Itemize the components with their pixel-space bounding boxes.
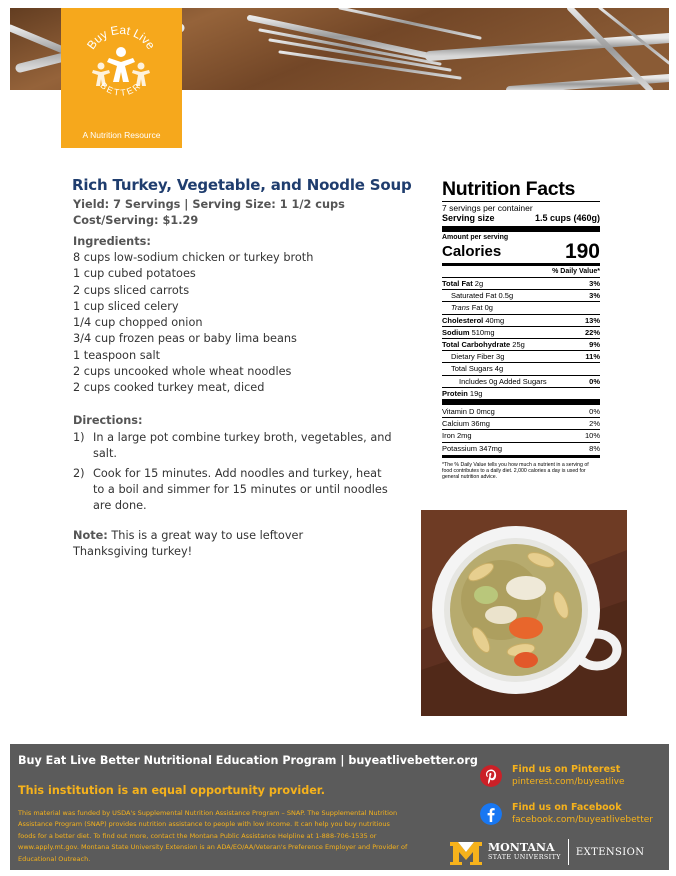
nutrient-amount: 25g	[510, 340, 525, 350]
ingredient-item: 8 cups low-sodium chicken or turkey broth	[73, 251, 314, 264]
vitamin-label: Calcium 36mg	[442, 419, 490, 429]
ingredient-item: 1 cup sliced celery	[73, 299, 179, 313]
nutrient-label: Total Sugars	[451, 364, 493, 374]
serving-size-row	[442, 213, 600, 224]
nutrient-label: Trans	[451, 303, 470, 313]
amount-per-serving: Amount per serving	[442, 234, 509, 241]
nutrient-label: Includes 0g Added Sugars	[459, 376, 547, 386]
ingredient-item: 2 cups uncooked whole wheat noodles	[73, 365, 292, 379]
nutrient-dv: 13%	[584, 315, 600, 325]
nutrient-amount: 2g	[472, 279, 484, 288]
logo-line1: Buy Eat Live	[84, 22, 158, 52]
serving-size-value: 1.5 cups (460g)	[534, 213, 600, 223]
ingredient-item: 1/4 cup chopped onion	[73, 316, 203, 330]
pinterest-url[interactable]: pinterest.com/buyeatlive	[512, 777, 625, 787]
msu-name: MONTANA	[488, 841, 555, 854]
direction-text: Cook for 15 minutes. Add noodles and turkey, heat to a boil and simmer for 15 minutes or until noodles are done.	[93, 466, 388, 513]
direction-number: 2)	[73, 466, 85, 480]
nutrient-amount: 510mg	[469, 327, 495, 337]
ingredient-item: 1 teaspoon salt	[73, 348, 161, 362]
nutrient-row	[442, 375, 600, 387]
nutrient-rows	[442, 277, 600, 399]
nutrient-amount: 0.5g	[496, 291, 514, 301]
nutrient-dv: 22%	[584, 327, 600, 337]
vitamin-dv: 0%	[589, 407, 600, 417]
nutrient-dv: 0%	[589, 376, 600, 386]
logo-figures-icon	[79, 22, 163, 106]
vitamin-row	[442, 442, 600, 454]
vitamin-label: Potassium 347mg	[442, 443, 503, 453]
recipe-title: Rich Turkey, Vegetable, and Noodle Soup	[72, 176, 412, 194]
nutrient-row	[442, 301, 600, 313]
nutrient-row	[442, 387, 600, 399]
nutrient-row	[442, 362, 600, 374]
nutrient-label: Protein	[442, 388, 468, 398]
calories-value: 190	[564, 240, 600, 263]
footer-title: Buy Eat Live Better Nutritional Education Program | buyeatlivebetter.org	[18, 754, 478, 767]
funding-disclaimer: This material was funded by USDA's Supplemental Nutrition Assistance Program – SNAP. The Supplemental Nutrition Assistance Program (SNAP) provides nutrition assistance to people with low income. It can help you buy nutritious foods for a better diet. To find out more, contact the Montana Public Assistance Helpline at 1-888-706-1535 or www.apply.mt.gov. Montana State University Extension is an ADA/EO/AA/Veteran's Preference Employer and Provider of Educational Outreach.	[18, 809, 408, 863]
nutrition-title: Nutrition Facts	[442, 178, 576, 200]
nutrient-amount: 19g	[467, 388, 483, 398]
directions-heading: Directions:	[73, 414, 143, 427]
msu-sub: STATE UNIVERSITY	[488, 853, 561, 861]
logo-tagline: A Nutrition Resource	[82, 130, 161, 140]
msu-extension-logo	[448, 838, 644, 866]
nutrition-footnote: *The % Daily Value tells you how much a nutrient in a serving of food contributes to a daily diet. 2,000 calories a day is used for general nutrition advice.	[442, 461, 589, 481]
nutrient-label: Cholesterol	[442, 315, 484, 325]
nutrient-dv: 9%	[589, 340, 600, 350]
daily-value-header: % Daily Value*	[552, 268, 600, 275]
ingredients-heading: Ingredients:	[73, 235, 151, 248]
direction-step	[73, 430, 393, 463]
recipe-cost: Cost/Serving: $1.29	[73, 214, 199, 227]
pinterest-link[interactable]	[480, 764, 625, 788]
servings-per-container: 7 servings per container	[442, 203, 533, 213]
ingredient-item: 2 cups cooked turkey meat, diced	[73, 381, 265, 395]
nutrient-dv: 3%	[589, 291, 600, 301]
nutrient-row	[442, 338, 600, 350]
nutrition-facts-panel	[442, 178, 600, 481]
pinterest-title: Find us on Pinterest	[512, 764, 621, 775]
facebook-link[interactable]	[480, 802, 653, 826]
pinterest-icon[interactable]	[480, 765, 502, 787]
nutrient-label: Dietary Fiber	[451, 352, 494, 362]
vitamin-label: Vitamin D 0mcg	[442, 407, 495, 417]
nutrient-dv: 11%	[585, 352, 600, 362]
directions-list	[73, 430, 393, 517]
nutrient-label: Saturated Fat	[451, 291, 497, 301]
recipe-note	[73, 528, 373, 560]
facebook-icon[interactable]	[480, 803, 502, 825]
msu-m-logo-icon	[448, 838, 484, 866]
direction-step	[73, 466, 393, 515]
nutrient-row	[442, 277, 600, 289]
ingredients-list	[73, 250, 313, 397]
vitamin-row	[442, 406, 600, 417]
vitamin-row	[442, 429, 600, 441]
nutrient-amount: 3g	[493, 352, 505, 362]
nutrient-row	[442, 350, 600, 362]
facebook-url[interactable]: facebook.com/buyeatlivebetter	[512, 815, 653, 825]
ingredient-item: 1 cup cubed potatoes	[73, 267, 196, 281]
nutrient-amount: 40mg	[483, 315, 505, 325]
nutrient-label: Total Carbohydrate	[442, 340, 511, 350]
logo-line2: BETTER	[98, 80, 144, 98]
footer	[10, 744, 669, 870]
svg-text:BETTER	[98, 80, 143, 98]
nutrient-label: Sodium	[442, 327, 470, 337]
vitamin-rows	[442, 406, 600, 454]
ingredient-item: 2 cups sliced carrots	[73, 283, 190, 297]
logo	[61, 8, 182, 148]
vitamin-label: Iron 2mg	[442, 431, 472, 441]
note-label: Note:	[73, 529, 108, 542]
ingredient-item: 3/4 cup frozen peas or baby lima beans	[73, 332, 297, 346]
calories-label: Calories	[442, 243, 502, 260]
msu-extension: EXTENSION	[575, 846, 645, 858]
vitamin-dv: 10%	[584, 431, 600, 441]
nutrient-row	[442, 326, 600, 338]
vitamin-dv: 2%	[589, 419, 600, 429]
nutrient-amount: 4g	[492, 364, 504, 374]
vitamin-row	[442, 417, 600, 429]
soup-photo	[421, 510, 627, 716]
nutrient-label: Total Fat	[442, 279, 473, 288]
recipe-yield: Yield: 7 Servings | Serving Size: 1 1/2 cups	[73, 198, 345, 211]
nutrient-row	[442, 314, 600, 326]
facebook-title: Find us on Facebook	[512, 802, 622, 813]
direction-number: 1)	[73, 431, 85, 444]
vitamin-dv: 8%	[589, 443, 600, 453]
serving-size-label: Serving size	[442, 213, 495, 223]
calories-row	[442, 242, 600, 262]
note-text: This is a great way to use leftover Thanksgiving turkey!	[73, 529, 304, 558]
nutrient-amount: Fat 0g	[469, 303, 493, 313]
equal-opportunity: This institution is an equal opportunity provider.	[18, 784, 325, 797]
direction-text: In a large pot combine turkey broth, vegetables, and salt.	[93, 431, 392, 461]
nutrient-row	[442, 289, 600, 301]
nutrient-dv: 3%	[589, 279, 600, 288]
